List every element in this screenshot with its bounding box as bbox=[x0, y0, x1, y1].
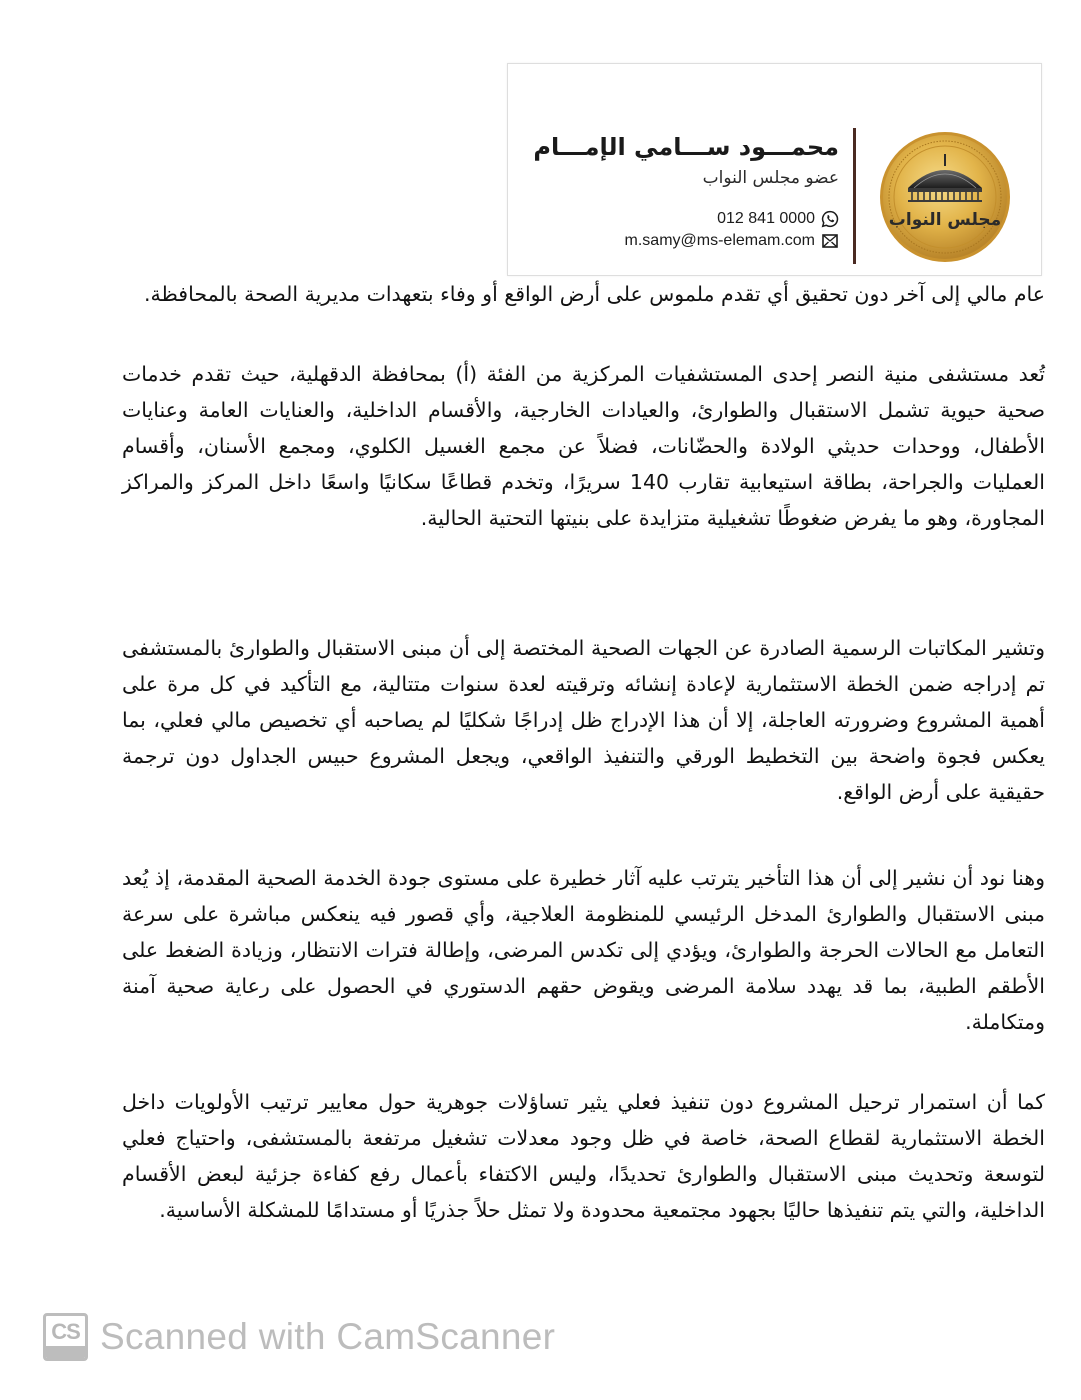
phone-row bbox=[539, 208, 839, 230]
whatsapp-icon bbox=[821, 210, 839, 228]
card-divider bbox=[853, 128, 856, 264]
camscanner-logo-icon: CS bbox=[43, 1313, 88, 1361]
email-address: m.samy@ms-elemam.com bbox=[624, 232, 815, 249]
paragraph-4: وهنا نود أن نشير إلى أن هذا التأخير يترتب عليه آثار خطيرة على مستوى جودة الخدمة الصحية المقدمة، إذ يُعد مبنى الاستقبال والطوارئ المدخل الرئيسي للمنظومة العلاجية، وأي قصور فيه ينعكس مباشرة على سرعة التعامل مع الحالات الحرجة والطوارئ، ويؤدي إلى تكدس المرضى، وإطالة فترات الانتظار، وزيادة الضغط على الأطقم الطبية، بما قد يهدد سلامة المرضى ويقوض حقهم الدستوري في الحصول على رعاية صحية آمنة ومتكاملة. bbox=[122, 866, 1045, 1034]
email-row bbox=[539, 230, 839, 252]
paragraph-2: تُعد مستشفى منية النصر إحدى المستشفيات المركزية من الفئة (أ) بمحافظة الدقهلية، حيث تقدم خدمات صحية حيوية تشمل الاستقبال والطوارئ، والعيادات الخارجية، والأقسام الداخلية، والعنايات العامة وعنايات الأطفال، ووحدات حديثي الولادة والحضّانات، فضلاً عن مجمع الغسيل الكلوي، ومجمع الأسنان، وأقسام العمليات والجراحة، بطاقة استيعابية تقارب 140 سريرًا، وتخدم قطاعًا سكانيًا واسعًا داخل المركز والمراكز المجاورة، وهو ما يفرض ضغوطًا تشغيلية متزايدة على بنيتها التحتية الحالية. bbox=[122, 362, 1046, 530]
svg-text:مجلس النواب: مجلس النواب bbox=[888, 210, 1002, 230]
paragraph-5: كما أن استمرار ترحيل المشروع دون تنفيذ فعلي يثير تساؤلات جوهرية حول معايير ترتيب الأولويات داخل الخطة الاستثمارية لقطاع الصحة، خاصة في ظل وجود معدلات تشغيل مرتفعة بالمستشفى، واحتياج فعلي لتوسعة وتحديث مبنى الاستقبال والطوارئ تحديدًا، وليس الاكتفاء بأعمال رفع كفاءة جزئية لبعض الأقسام الداخلية، والتي يتم تنفيذها حاليًا بجهود مجتمعية محدودة ولا تمثل حلاً جذريًا أو مستدامًا للمشكلة الأساسية. bbox=[122, 1090, 1045, 1222]
member-name: محمـــود ســـامي الإمـــام bbox=[533, 133, 839, 161]
parliament-emblem-logo bbox=[878, 130, 1012, 264]
envelope-icon bbox=[821, 232, 839, 250]
watermark-text: Scanned with CamScanner bbox=[100, 1316, 556, 1357]
paragraph-3: وتشير المكاتبات الرسمية الصادرة عن الجهات الصحية المختصة إلى أن مبنى الاستقبال والطوارئ بالمستشفى تم إدراجه ضمن الخطة الاستثمارية لإعادة إنشائه وترقيته لعدة سنوات متتالية، مع التأكيد في كل مرة على أهمية المشروع وضرورته العاجلة، إلا أن هذا الإدراج ظل إدراجًا شكليًا لم يصاحبه أي تخصيص مالي فعلي، بما يعكس فجوة واضحة بين التخطيط الورقي والتنفيذ الواقعي، ويجعل المشروع حبيس الجداول دون ترجمة حقيقية على أرض الواقع. bbox=[122, 636, 1045, 804]
camscanner-watermark bbox=[43, 1313, 555, 1361]
business-card-header bbox=[507, 63, 1042, 276]
contact-info bbox=[533, 132, 839, 252]
phone-number: 012 841 0000 bbox=[717, 210, 815, 227]
paragraph-1: عام مالي إلى آخر دون تحقيق أي تقدم ملموس على أرض الواقع أو وفاء بتعهدات مديرية الصحة بالمحافظة. bbox=[143, 282, 1045, 306]
member-title: عضو مجلس النواب bbox=[702, 168, 839, 188]
